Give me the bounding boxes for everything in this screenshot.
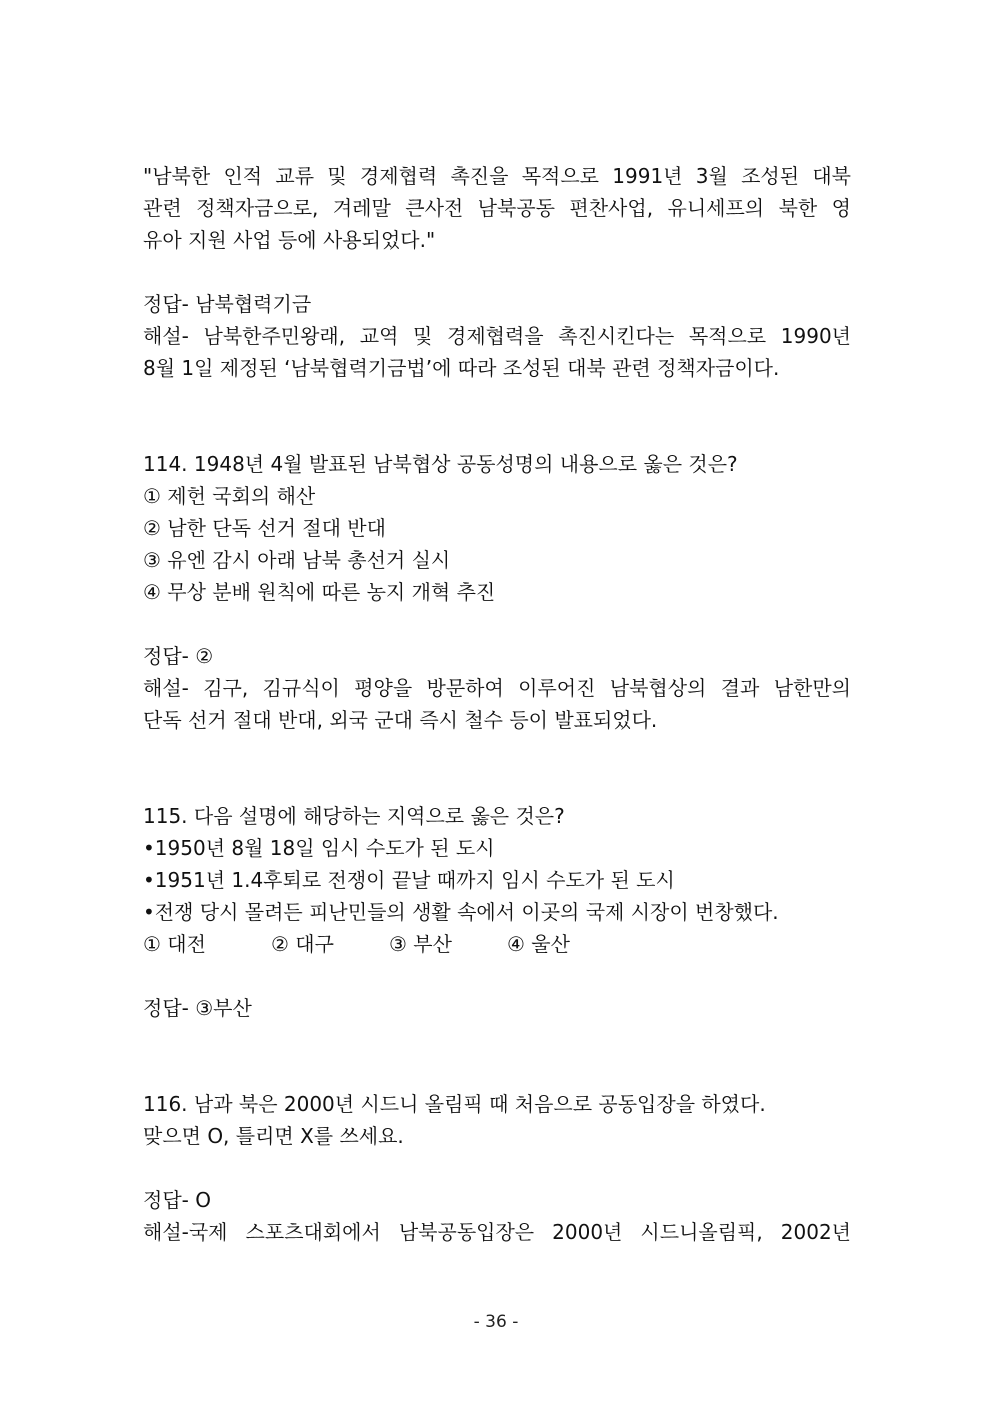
q115-option-3: ③ 부산	[389, 932, 452, 956]
q116-question: 116. 남과 북은 2000년 시드니 올림픽 때 처음으로 공동입장을 하였다.	[143, 1092, 766, 1116]
q114-explanation-line-1: 해설- 김구, 김규식이 평양을 방문하여 이루어진 남북협상의 결과 남한만의	[143, 676, 851, 700]
q114-option-1: ① 제헌 국회의 해산	[143, 484, 316, 508]
q115-options	[143, 928, 851, 960]
q115-bullet-1: •1950년 8월 18일 임시 수도가 된 도시	[143, 836, 495, 860]
q115-bullet-2: •1951년 1.4후퇴로 전쟁이 끝날 때까지 임시 수도가 된 도시	[143, 868, 675, 892]
q113-explanation-line-1: 해설- 남북한주민왕래, 교역 및 경제협력을 촉진시킨다는 목적으로 1990년	[143, 324, 851, 348]
q115-answer: 정답- ③부산	[143, 996, 252, 1020]
q114-answer: 정답- ②	[143, 644, 214, 668]
q115-option-1: ① 대전	[143, 932, 206, 956]
q115-bullet-3: •전쟁 당시 몰려든 피난민들의 생활 속에서 이곳의 국제 시장이 번창했다.	[143, 900, 779, 924]
q113-explanation-line-2: 8월 1일 제정된 ‘남북협력기금법’에 따라 조성된 대북 관련 정책자금이다.	[143, 356, 780, 380]
q114-question: 114. 1948년 4월 발표된 남북협상 공동성명의 내용으로 옳은 것은?	[143, 452, 738, 476]
q114-explanation-line-2: 단독 선거 절대 반대, 외국 군대 즉시 철수 등이 발표되었다.	[143, 708, 658, 732]
q113-quote-line-1: "남북한 인적 교류 및 경제협력 촉진을 목적으로 1991년 3월 조성된 대북	[143, 164, 851, 188]
page-number: - 36 -	[473, 1312, 519, 1332]
q114-option-2: ② 남한 단독 선거 절대 반대	[143, 516, 386, 540]
q116-instruction: 맞으면 O, 틀리면 X를 쓰세요.	[143, 1124, 404, 1148]
q115-option-4: ④ 울산	[507, 932, 570, 956]
q113-quote-line-3: 유아 지원 사업 등에 사용되었다."	[143, 228, 436, 252]
q113-answer: 정답- 남북협력기금	[143, 292, 312, 316]
q115-option-2: ② 대구	[271, 932, 334, 956]
q114-option-4: ④ 무상 분배 원칙에 따른 농지 개혁 추진	[143, 580, 496, 604]
q113-quote-line-2: 관련 정책자금으로, 겨레말 큰사전 남북공동 편찬사업, 유니세프의 북한 영	[143, 196, 851, 220]
q114-option-3: ③ 유엔 감시 아래 남북 총선거 실시	[143, 548, 451, 572]
q115-question: 115. 다음 설명에 해당하는 지역으로 옳은 것은?	[143, 804, 565, 828]
q116-answer: 정답- O	[143, 1188, 211, 1212]
q116-explanation-line-1: 해설-국제 스포츠대회에서 남북공동입장은 2000년 시드니올림픽, 2002년	[143, 1220, 851, 1244]
